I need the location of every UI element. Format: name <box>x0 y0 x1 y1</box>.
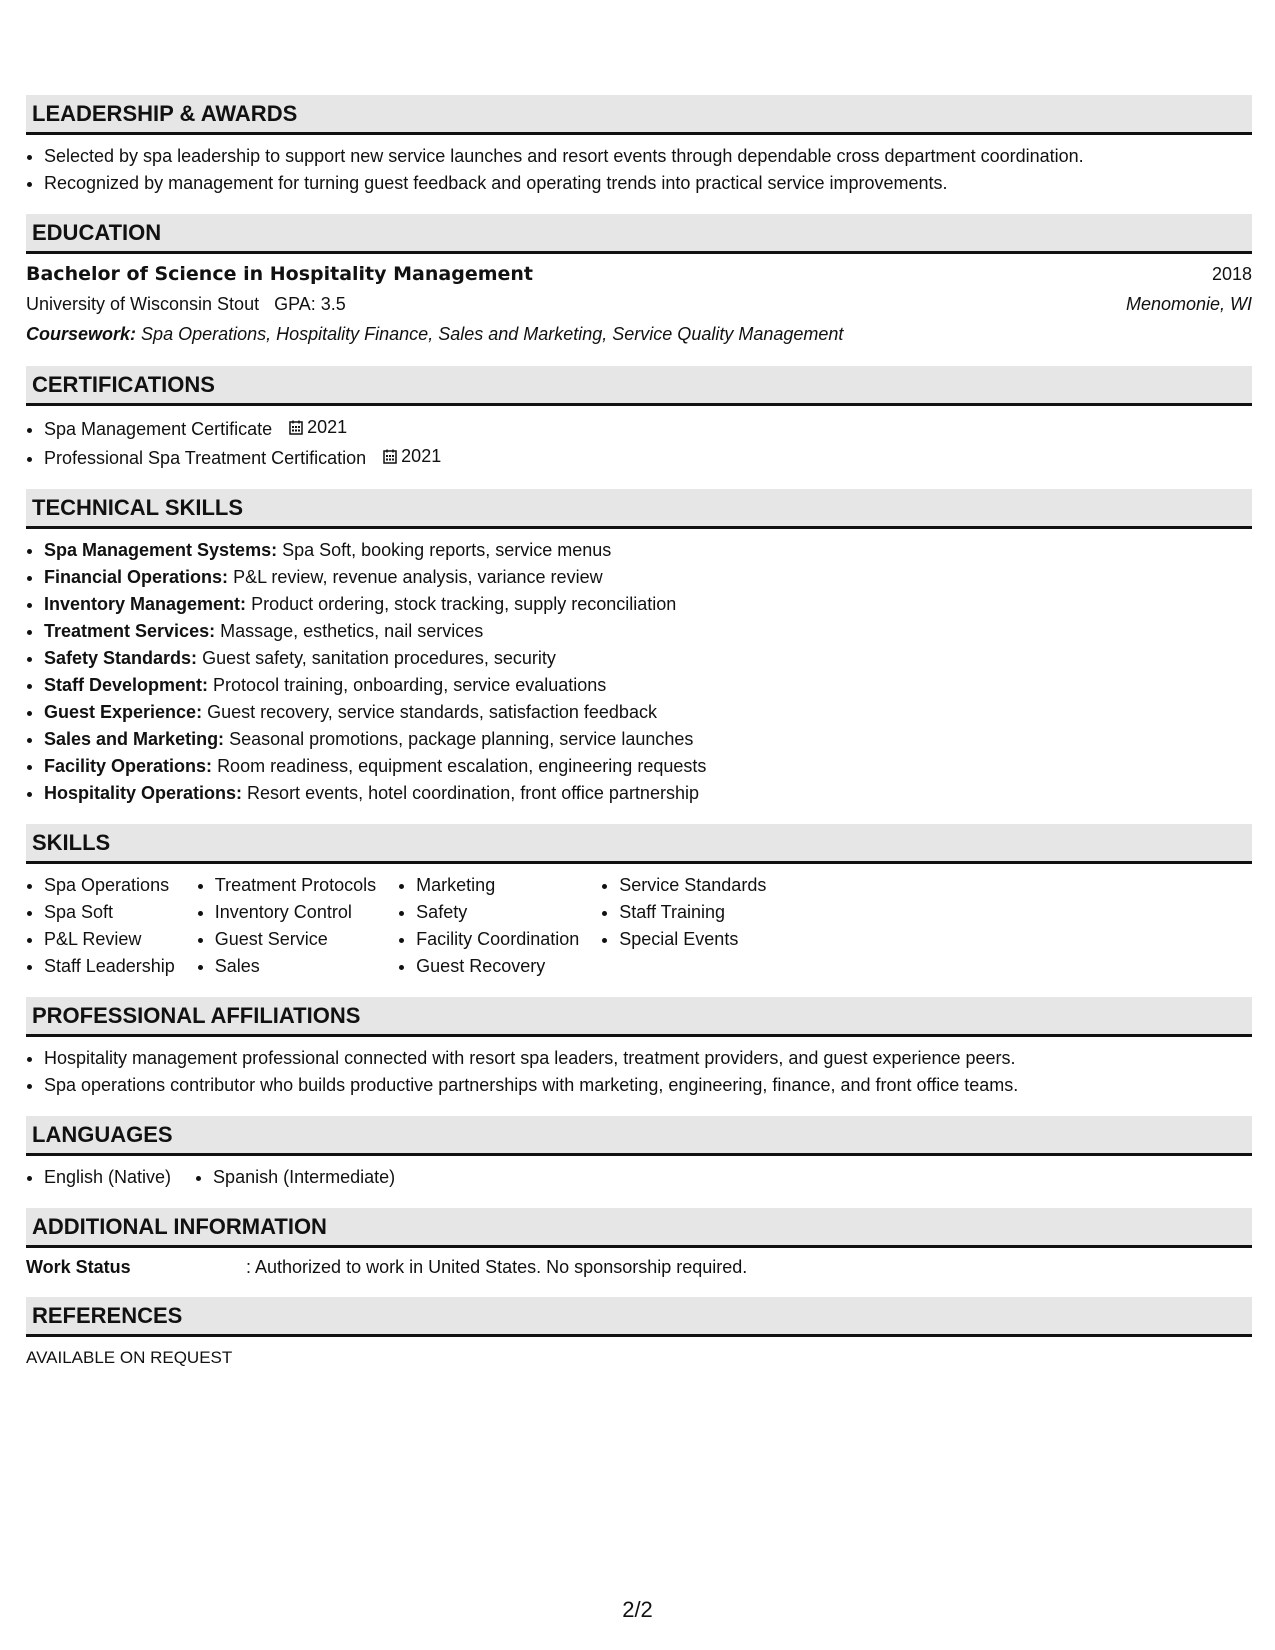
section-title-technical-skills: TECHNICAL SKILLS <box>26 489 1252 529</box>
list-item <box>44 591 1252 618</box>
list-item: • Recognized by management for turning guest feedback and operating trends into practical service improvements. <box>44 170 1252 197</box>
page-number: 2/2 <box>622 1597 653 1622</box>
certification-date: 2021 <box>289 414 347 441</box>
skill-category: Staff Development: <box>44 675 209 695</box>
section-affiliations <box>26 1037 1252 1099</box>
list-item: • Hospitality management professional connected with resort spa leaders, treatment providers, and guest experience peers. <box>44 1045 1252 1072</box>
list-item: • Staff Leadership <box>44 953 175 980</box>
section-title-leadership: LEADERSHIP & AWARDS <box>26 95 1252 135</box>
section-technical-skills <box>26 529 1252 807</box>
skill-category: Safety Standards: <box>44 648 198 668</box>
list-item: • Safety <box>416 899 579 926</box>
list-item <box>44 699 1252 726</box>
section-title-references: REFERENCES <box>26 1297 1252 1337</box>
work-status-label: Work Status <box>26 1257 131 1277</box>
list-item <box>44 780 1252 807</box>
list-item: • Selected by spa leadership to support new service launches and resort events through dependable cross department coordination. <box>44 143 1252 170</box>
school-name: University of Wisconsin Stout <box>26 294 260 314</box>
skill-category: Facility Operations: <box>44 756 213 776</box>
list-item: • Service Standards <box>619 872 766 899</box>
degree: Bachelor of Science in Hospitality Management <box>26 263 533 285</box>
list-item <box>44 753 1252 780</box>
section-title-languages: LANGUAGES <box>26 1116 1252 1156</box>
skill-details: Guest recovery, service standards, satisfaction feedback <box>207 702 657 722</box>
section-references <box>26 1337 1252 1371</box>
section-languages <box>26 1156 1252 1191</box>
school-line <box>26 289 346 319</box>
list-item: • Special Events <box>619 926 766 953</box>
list-item <box>44 443 1252 472</box>
skill-details: Massage, esthetics, nail services <box>220 621 484 641</box>
section-title-additional-information: ADDITIONAL INFORMATION <box>26 1208 1252 1248</box>
section-title-affiliations: PROFESSIONAL AFFILIATIONS <box>26 997 1252 1037</box>
list-item: • English (Native) <box>44 1164 171 1191</box>
list-item: • Guest Recovery <box>416 953 579 980</box>
list-item: • P&L Review <box>44 926 175 953</box>
calendar-icon <box>383 449 397 464</box>
list-item: • Treatment Protocols <box>215 872 376 899</box>
list-item: • Spa operations contributor who builds productive partnerships with marketing, engineering, finance, and front office teams. <box>44 1072 1252 1099</box>
section-title-certifications: CERTIFICATIONS <box>26 366 1252 406</box>
work-status-value: : Authorized to work in United States. No sponsorship required. <box>246 1257 748 1277</box>
list-item: • Inventory Control <box>215 899 376 926</box>
section-leadership <box>26 135 1252 197</box>
skill-category: Inventory Management: <box>44 594 247 614</box>
resume-page <box>26 95 1252 1388</box>
list-item <box>44 564 1252 591</box>
skill-category: Financial Operations: <box>44 567 229 587</box>
calendar-icon <box>289 420 303 435</box>
skill-category: Treatment Services: <box>44 621 216 641</box>
certification-name: Professional Spa Treatment Certification <box>44 448 367 468</box>
skill-category: Sales and Marketing: <box>44 729 225 749</box>
school-location: Menomonie, WI <box>1125 294 1252 314</box>
skill-category: Guest Experience: <box>44 702 203 722</box>
section-title-skills: SKILLS <box>26 824 1252 864</box>
coursework-label: Coursework: <box>26 324 137 344</box>
section-education <box>26 254 1252 349</box>
skills-column <box>398 872 579 980</box>
list-item: • Marketing <box>416 872 579 899</box>
skills-column <box>26 872 175 980</box>
skills-column <box>197 872 376 980</box>
certification-date: 2021 <box>383 443 441 470</box>
list-item: • Guest Service <box>215 926 376 953</box>
skill-details: Spa Soft, booking reports, service menus <box>282 540 612 560</box>
certification-name: Spa Management Certificate <box>44 419 273 439</box>
skill-details: Seasonal promotions, package planning, service launches <box>229 729 694 749</box>
list-item: • Facility Coordination <box>416 926 579 953</box>
gpa: GPA: 3.5 <box>274 294 346 314</box>
list-item: • Staff Training <box>619 899 766 926</box>
list-item: • Spa Operations <box>44 872 175 899</box>
skill-details: Protocol training, onboarding, service evaluations <box>213 675 607 695</box>
list-item: • Sales <box>215 953 376 980</box>
graduation-year: 2018 <box>1211 264 1252 284</box>
coursework <box>26 319 843 349</box>
list-item <box>44 645 1252 672</box>
list-item: • Spa Soft <box>44 899 175 926</box>
list-item <box>44 726 1252 753</box>
list-item: • Spanish (Intermediate) <box>213 1164 395 1191</box>
section-certifications <box>26 406 1252 472</box>
skill-details: Guest safety, sanitation procedures, security <box>202 648 556 668</box>
section-title-education: EDUCATION <box>26 214 1252 254</box>
references-text: AVAILABLE ON REQUEST <box>26 1348 233 1367</box>
skill-details: Room readiness, equipment escalation, engineering requests <box>217 756 707 776</box>
list-item <box>44 618 1252 645</box>
coursework-list: Spa Operations, Hospitality Finance, Sales and Marketing, Service Quality Management <box>141 324 844 344</box>
section-additional-information <box>26 1248 1252 1280</box>
list-item <box>44 537 1252 564</box>
skill-details: P&L review, revenue analysis, variance review <box>233 567 603 587</box>
list-item <box>44 672 1252 699</box>
skill-category: Spa Management Systems: <box>44 540 278 560</box>
skills-column <box>601 872 766 980</box>
skill-details: Resort events, hotel coordination, front office partnership <box>247 783 699 803</box>
list-item <box>44 414 1252 443</box>
skill-details: Product ordering, stock tracking, supply reconciliation <box>251 594 677 614</box>
skill-category: Hospitality Operations: <box>44 783 243 803</box>
section-skills <box>26 864 1252 980</box>
